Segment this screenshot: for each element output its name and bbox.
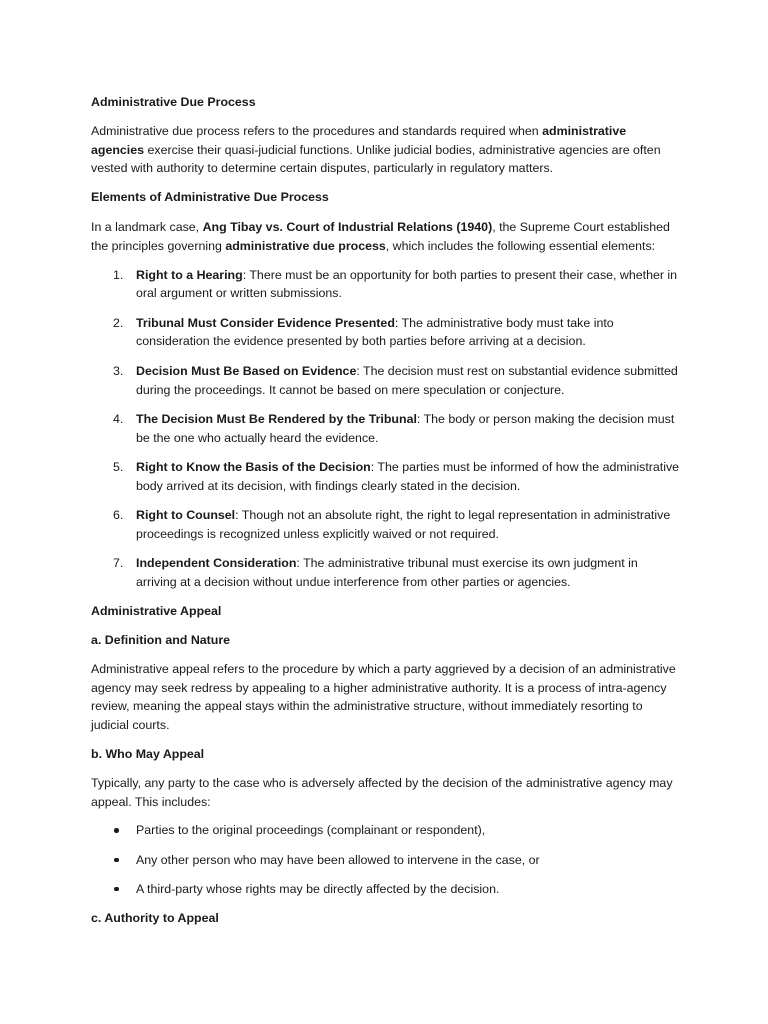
intro-bold-term: administrative agencies <box>91 123 627 157</box>
element-title: Tribunal Must Consider Evidence Presented <box>136 315 395 330</box>
party-text: A third-party whose rights may be directly affected by the decision. <box>136 881 500 896</box>
who-heading: b. Who May Appeal <box>91 747 205 762</box>
list-item <box>91 362 681 400</box>
list-item <box>91 821 681 840</box>
element-title: Right to a Hearing <box>136 267 243 282</box>
element-text: : Though not an absolute right, the right to legal representation in administrative proceedings is recognized unless explicitly waived or not required. <box>136 508 671 541</box>
landmark-bold-term: administrative due process <box>225 238 386 253</box>
list-number: 4. <box>113 411 124 426</box>
elements-list <box>91 266 681 592</box>
element-title: Right to Know the Basis of the Decision <box>136 459 371 474</box>
list-item <box>91 851 681 870</box>
document-page <box>91 93 681 927</box>
list-number: 2. <box>113 315 124 330</box>
list-number: 7. <box>113 556 124 571</box>
party-text: Parties to the original proceedings (complainant or respondent), <box>136 823 486 838</box>
bullet-icon <box>114 828 119 833</box>
party-text: Any other person who may have been allowed to intervene in the case, or <box>136 852 540 867</box>
parties-list <box>91 821 681 898</box>
element-text: : The administrative tribunal must exercise its own judgment in arriving at a decision without undue interference from other parties or agencies. <box>136 556 638 589</box>
list-item <box>91 314 681 352</box>
list-item <box>91 880 681 899</box>
landmark-paragraph <box>91 218 681 256</box>
landmark-text-1: In a landmark case, <box>91 219 203 234</box>
bullet-icon <box>114 858 119 863</box>
bullet-icon <box>114 887 119 892</box>
authority-heading: c. Authority to Appeal <box>91 910 219 925</box>
who-paragraph: Typically, any party to the case who is adversely affected by the decision of the administrative agency may appeal. This includes: <box>91 775 673 809</box>
list-number: 5. <box>113 459 124 474</box>
elements-heading: Elements of Administrative Due Process <box>91 190 329 205</box>
landmark-case-name: Ang Tibay vs. Court of Industrial Relations (1940) <box>202 219 493 234</box>
list-item <box>91 554 681 592</box>
intro-paragraph <box>91 122 681 178</box>
landmark-text-2: , the Supreme Court established the principles governing <box>91 219 670 253</box>
appeal-heading: Administrative Appeal <box>91 604 222 619</box>
list-item <box>91 410 681 448</box>
list-item <box>91 506 681 544</box>
intro-text-1: Administrative due process refers to the procedures and standards required when <box>91 123 543 138</box>
list-number: 6. <box>113 508 124 523</box>
element-text: : The parties must be informed of how the administrative body arrived at its decision, with findings clearly stated in the decision. <box>136 459 680 493</box>
element-text: : The body or person making the decision must be the one who actually heard the evidence. <box>136 411 675 445</box>
element-title: Right to Counsel <box>136 508 236 523</box>
element-text: : The administrative body must take into consideration the evidence presented by both parties before arriving at a decision. <box>136 315 614 349</box>
landmark-text-3: , which includes the following essential elements: <box>385 238 656 253</box>
list-item <box>91 458 681 496</box>
definition-paragraph: Administrative appeal refers to the procedure by which a party aggrieved by a decision of an administrative agency may seek redress by appealing to a higher administrative authority. It is a process of intra-agency review, meaning the appeal stays within the administrative structure, without immediately resorting to judicial courts. <box>91 661 676 733</box>
element-title: The Decision Must Be Rendered by the Tribunal <box>136 411 417 426</box>
element-text: : The decision must rest on substantial evidence submitted during the proceedings. It cannot be based on mere speculation or conjecture. <box>136 363 678 397</box>
element-title: Decision Must Be Based on Evidence <box>136 363 357 378</box>
element-text: : There must be an opportunity for both parties to present their case, whether in oral argument or written submissions. <box>136 267 678 301</box>
intro-text-2: exercise their quasi-judicial functions. Unlike judicial bodies, administrative agencies are often vested with authority to determine certain disputes, particularly in regulatory matters. <box>91 142 661 176</box>
list-item <box>91 266 681 304</box>
list-number: 1. <box>113 267 124 282</box>
list-number: 3. <box>113 363 124 378</box>
definition-heading: a. Definition and Nature <box>91 633 231 648</box>
document-title: Administrative Due Process <box>91 95 256 109</box>
element-title: Independent Consideration <box>136 556 297 571</box>
